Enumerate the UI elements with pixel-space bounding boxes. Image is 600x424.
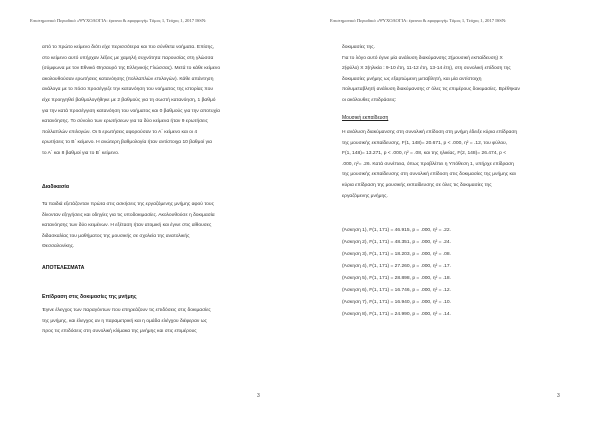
music-paragraph: [342, 128, 568, 202]
text-line: F(1, 148)= 13.271, p < .000, η² = .08, και της ηλικίας, F(2, 148)= 26.474, p <: [342, 151, 507, 157]
stat-line: (Άσκηση 2), F(1, 171) = 48.351, p = .000, η² = .24.: [342, 240, 451, 245]
text-line: για την κατά προσέγγιση κατανόηση του νοήματος και 0 βαθμούς για την αποτυχία: [42, 108, 220, 114]
text-line: το Α΄ και 8 βαθμοί για το Β΄ κείμενο.: [42, 150, 120, 156]
text-line: Η ανάλυση διακύμανσης στη συνολική επίδοση στη μνήμη έδειξε κύρια επίδραση: [342, 130, 518, 135]
stat-line: (Άσκηση 5), F(1, 171) = 28.898, p = .000, η² = .18.: [342, 276, 451, 281]
text-line: πολυμεταβλητή ανάλυση διακύμανσης σ' όλες τις επιμέρους δοκιμασίες. Βρέθηκαν: [342, 87, 520, 93]
procedure-paragraph: [42, 200, 266, 253]
text-line: (σύμφωνα με τον Εθνικό Θησαυρό της Ελληνικής Γλώσσας). Μετά το κάθε κείμενο: [42, 66, 221, 72]
text-line: κατανόησης. Το σύνολο των ερωτήσεων για τα δύο κείμενα ήταν 9 ερωτήσεις: [42, 119, 208, 125]
text-line: οι ακόλουθες επιδράσεις:: [342, 97, 397, 103]
text-line: ανάλογα με το πόσο προσέγγιζε την κατανόηση του νοήματος της ιστορίας που: [42, 87, 214, 93]
text-line: κύρια επίδραση της μουσικής εκπαίδευσης σε όλες τις δοκιμασίες της: [342, 182, 492, 188]
text-line: ακολουθούσαν ερωτήσεις κατανόησης (πολλαπλών επιλογών). Κάθε απάντηση: [42, 76, 214, 82]
text-line: της μουσικής εκπαίδευσης, F(1, 148)= 20.671, p < .000, η² = .12, του φύλου,: [342, 140, 508, 146]
text-line: .000, η²= .26. Κατά συνέπεια, όπως προβλέπει η Υπόθεση 1, υπήρχε επίδραση: [342, 161, 514, 167]
text-line: Θεσσαλονίκης.: [42, 244, 75, 250]
text-line: κατανόησης των δύο κειμένων. Η εξέταση ήταν ατομική και έγινε στις αίθουσες: [42, 223, 212, 229]
analysis-paragraph: [342, 43, 568, 107]
text-line: της μουσικής εκπαίδευσης στη συνολική επίδοση στις δοκιμασίες της μνήμης και: [342, 172, 516, 178]
stat-line: (Άσκηση 7), F(1, 171) = 16.940, p = .000, η² = .10.: [342, 300, 451, 305]
text-line: είχε προηγηθεί βαθμολογήθηκε με 2 βαθμούς για τη σωστή κατανόηση, 1 βαθμό: [42, 97, 216, 103]
text-line: από το πρώτο κείμενο διότι είχε περισσότερα και πιο σύνθετα νοήματα. Επίσης,: [42, 45, 215, 50]
effect-paragraph: [42, 306, 266, 338]
stat-line: (Άσκηση 3), F(1, 171) = 18.203, p = .000, η² = .08.: [342, 252, 451, 257]
text-line: ερωτήσεις το Β΄ κείμενο. Η ανώτερη βαθμολογία ήταν αντίστοιχα 10 βαθμοί για: [42, 140, 212, 146]
journal-header: Επιστημονικό Περιοδικό «ΨΥΧΟΛΟΓΙΑ: έρευνα & εφαρμογή» Τόμος 1, Τεύχος 1, 2017 ISSN:: [30, 18, 207, 23]
text-line: εργαζόμενης μνήμης.: [342, 193, 388, 199]
text-line: δίνονταν εξηγήσεις και οδηγίες για τις υποδοκιμασίες. Ακολουθούσε η δοκιμασία: [42, 212, 215, 218]
page-number: 3: [257, 393, 260, 399]
text-line: Έγινε έλεγχος των παραγόντων που επηρεάζουν τις επιδόσεις στις δοκιμασίες: [42, 308, 211, 313]
text-line: της μνήμης, και έλεγχος αν η παραμετρική και η ομάδα ελέγχου διέφεραν ως: [42, 318, 207, 324]
stat-line: (Άσκηση 1), F(1, 171) = 46.915, p = .000, η² = .22.: [342, 228, 451, 233]
text-line: προς τις επιδόσεις στη συνολική κλίμακα της μνήμης και στις επιμέρους: [42, 329, 197, 335]
text-line: Τα παιδιά εξετάζονταν πρώτα στις ασκήσεις της εργαζόμενης μνήμης αφού τους: [42, 202, 214, 207]
journal-header: Επιστημονικό Περιοδικό «ΨΥΧΟΛΟΓΙΑ: έρευνα & εφαρμογή» Τόμος 1, Τεύχος 1, 2017 ISSN:: [330, 18, 507, 23]
text-line: 2(φύλο) Χ 3(ηλικία : 9-10 έτη, 11-12 έτη, 13-14 έτη), στη συνολική επίδοση της: [342, 66, 511, 72]
text-line: δοκιμασίες της.: [342, 45, 375, 50]
text-line: στο κείμενο αυτό υπήρχαν λέξεις με χαμηλή συχνότητα παρουσίας στη γλώσσα: [42, 55, 214, 61]
results-heading: ΑΠΟΤΕΛΕΣΜΑΤΑ: [42, 265, 85, 271]
text-line: πολλαπλών επιλογών. Οι 5 ερωτήσεις αφορούσαν το Α΄ κείμενο και οι 4: [42, 129, 198, 135]
intro-paragraph: [42, 43, 266, 160]
text-line: διδασκαλίας του μαθήματος της μουσικής σε σχολεία της ανατολικής: [42, 233, 190, 239]
stat-line: (Άσκηση 8), F(1, 171) = 24.990, p = .000, η² = .14.: [342, 312, 451, 317]
stat-line: (Άσκηση 4), F(1, 171) = 27.260, p = .000, η² = .17.: [342, 264, 451, 269]
stat-line: (Άσκηση 6), F(1, 171) = 16.746, p = .000, η² = .12.: [342, 288, 451, 293]
text-line: δοκιμασίες μνήμης ως εξαρτώμενη μεταβλητή, και μία αντίστοιχη: [342, 76, 482, 82]
page-number: 3: [557, 393, 560, 399]
text-line: Για το λόγο αυτό έγινε μία ανάλυση διακύμανσης 2(μουσική εκπαίδευση) Χ: [342, 55, 503, 61]
right-page: [300, 0, 600, 424]
effect-heading: Επίδραση στις δοκιμασίες της μνήμης: [42, 294, 137, 300]
music-education-subheading: Μουσική εκπαίδευση: [342, 115, 389, 121]
procedure-heading: Διαδικασία: [42, 184, 70, 190]
